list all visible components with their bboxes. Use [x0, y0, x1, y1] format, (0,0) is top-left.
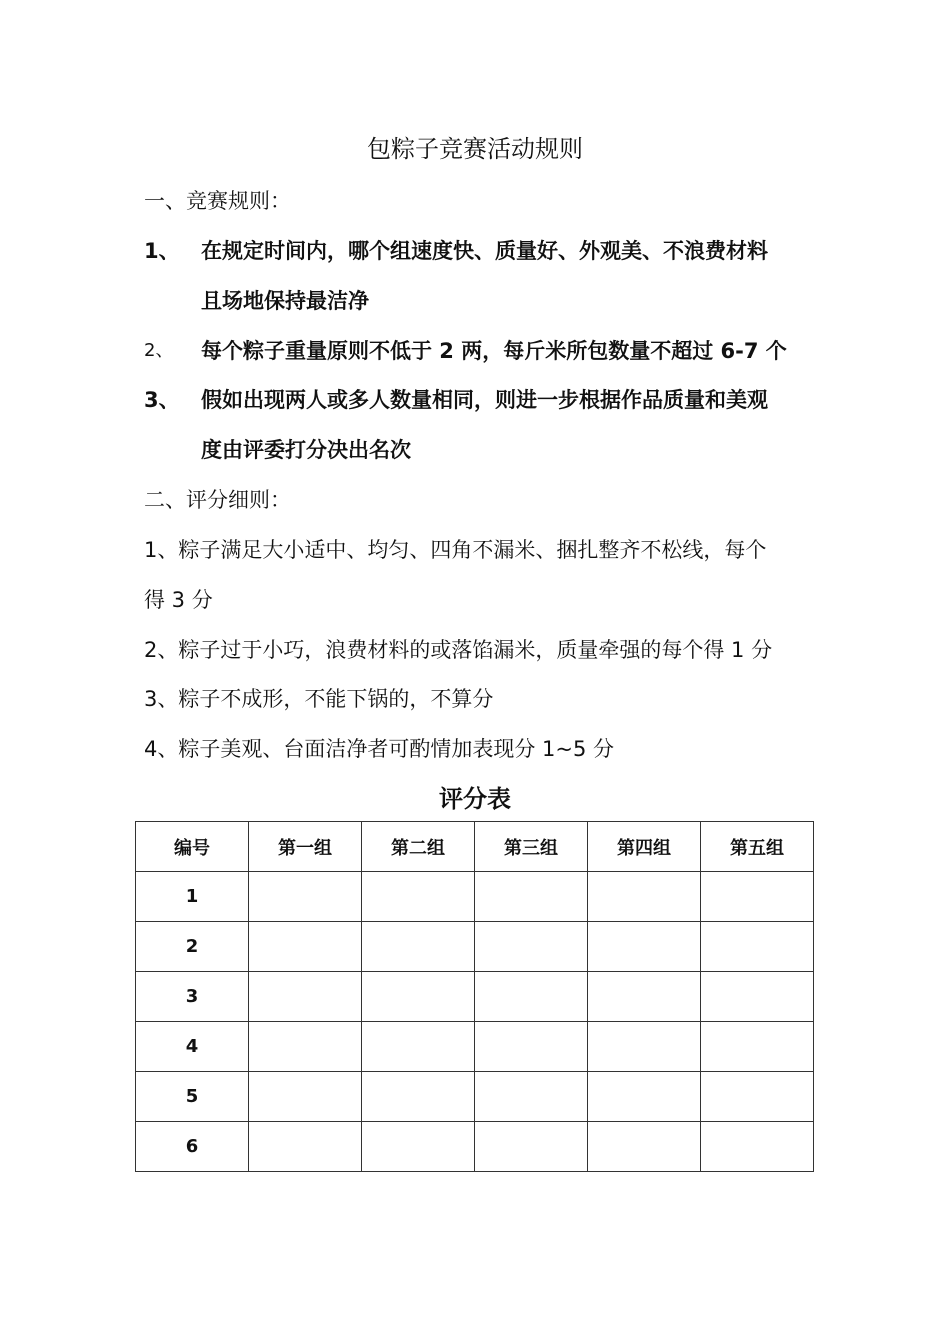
score-cell[interactable]	[362, 1122, 475, 1172]
score-table	[135, 821, 814, 1172]
score-cell[interactable]	[249, 1022, 362, 1072]
row-number-cell: 4	[136, 1022, 249, 1072]
score-cell[interactable]	[588, 1072, 701, 1122]
score-cell[interactable]	[475, 972, 588, 1022]
score-cell[interactable]	[701, 972, 814, 1022]
header-cell-group-2: 第二组	[362, 822, 475, 872]
header-cell-group-5: 第五组	[701, 822, 814, 872]
score-cell[interactable]	[701, 872, 814, 922]
rule-3-line-1: 假如出现两人或多人数量相同，则进一步根据作品质量和美观	[201, 388, 768, 412]
score-cell[interactable]	[588, 922, 701, 972]
score-cell[interactable]	[588, 972, 701, 1022]
row-number-cell: 2	[136, 922, 249, 972]
score-cell[interactable]	[362, 922, 475, 972]
scoring-item: 3、粽子不成形，不能下锅的，不算分	[144, 687, 494, 711]
score-cell[interactable]	[701, 1022, 814, 1072]
score-cell[interactable]	[249, 922, 362, 972]
section-heading-scoring: 二、评分细则：	[144, 488, 291, 512]
score-table-header-row	[136, 822, 814, 872]
score-cell[interactable]	[249, 972, 362, 1022]
score-cell[interactable]	[701, 922, 814, 972]
table-row	[136, 1022, 814, 1072]
rule-1-number: 1、	[144, 239, 180, 263]
score-cell[interactable]	[362, 872, 475, 922]
score-cell[interactable]	[362, 1022, 475, 1072]
header-cell-group-3: 第三组	[475, 822, 588, 872]
score-cell[interactable]	[249, 1122, 362, 1172]
score-cell[interactable]	[475, 1072, 588, 1122]
row-number-cell: 6	[136, 1122, 249, 1172]
score-cell[interactable]	[249, 872, 362, 922]
row-number-cell: 1	[136, 872, 249, 922]
header-cell-number: 编号	[136, 822, 249, 872]
table-row	[136, 922, 814, 972]
scoring-item: 1、粽子满足大小适中、均匀、四角不漏米、捆扎整齐不松线，每个	[144, 538, 767, 562]
rule-1-line-1: 在规定时间内，哪个组速度快、质量好、外观美、不浪费材料	[201, 239, 768, 263]
rule-1-line-2: 且场地保持最洁净	[201, 289, 369, 313]
header-cell-group-4: 第四组	[588, 822, 701, 872]
rule-3-line-2: 度由评委打分决出名次	[201, 438, 411, 462]
score-cell[interactable]	[588, 872, 701, 922]
rule-2-number: 2、	[144, 340, 174, 361]
table-row	[136, 1072, 814, 1122]
score-cell[interactable]	[701, 1072, 814, 1122]
score-cell[interactable]	[475, 872, 588, 922]
score-cell[interactable]	[588, 1022, 701, 1072]
table-row	[136, 1122, 814, 1172]
scoring-item: 得 3 分	[144, 588, 213, 612]
score-cell[interactable]	[249, 1072, 362, 1122]
score-cell[interactable]	[475, 922, 588, 972]
row-number-cell: 5	[136, 1072, 249, 1122]
scoring-item: 4、粽子美观、台面洁净者可酌情加表现分 1~5 分	[144, 737, 615, 761]
score-cell[interactable]	[475, 1022, 588, 1072]
score-cell[interactable]	[701, 1122, 814, 1172]
scoring-item: 2、粽子过于小巧，浪费材料的或落馅漏米，质量牵强的每个得 1 分	[144, 638, 773, 662]
score-cell[interactable]	[362, 1072, 475, 1122]
row-number-cell: 3	[136, 972, 249, 1022]
header-cell-group-1: 第一组	[249, 822, 362, 872]
document-title: 包粽子竞赛活动规则	[367, 135, 583, 163]
score-table-title: 评分表	[439, 785, 511, 813]
score-cell[interactable]	[475, 1122, 588, 1172]
rule-3-number: 3、	[144, 388, 180, 412]
score-cell[interactable]	[588, 1122, 701, 1172]
rule-2-line-1: 每个粽子重量原则不低于 2 两，每斤米所包数量不超过 6-7 个	[201, 339, 787, 363]
section-heading-rules: 一、竞赛规则：	[144, 189, 291, 213]
table-row	[136, 972, 814, 1022]
table-row	[136, 872, 814, 922]
score-cell[interactable]	[362, 972, 475, 1022]
